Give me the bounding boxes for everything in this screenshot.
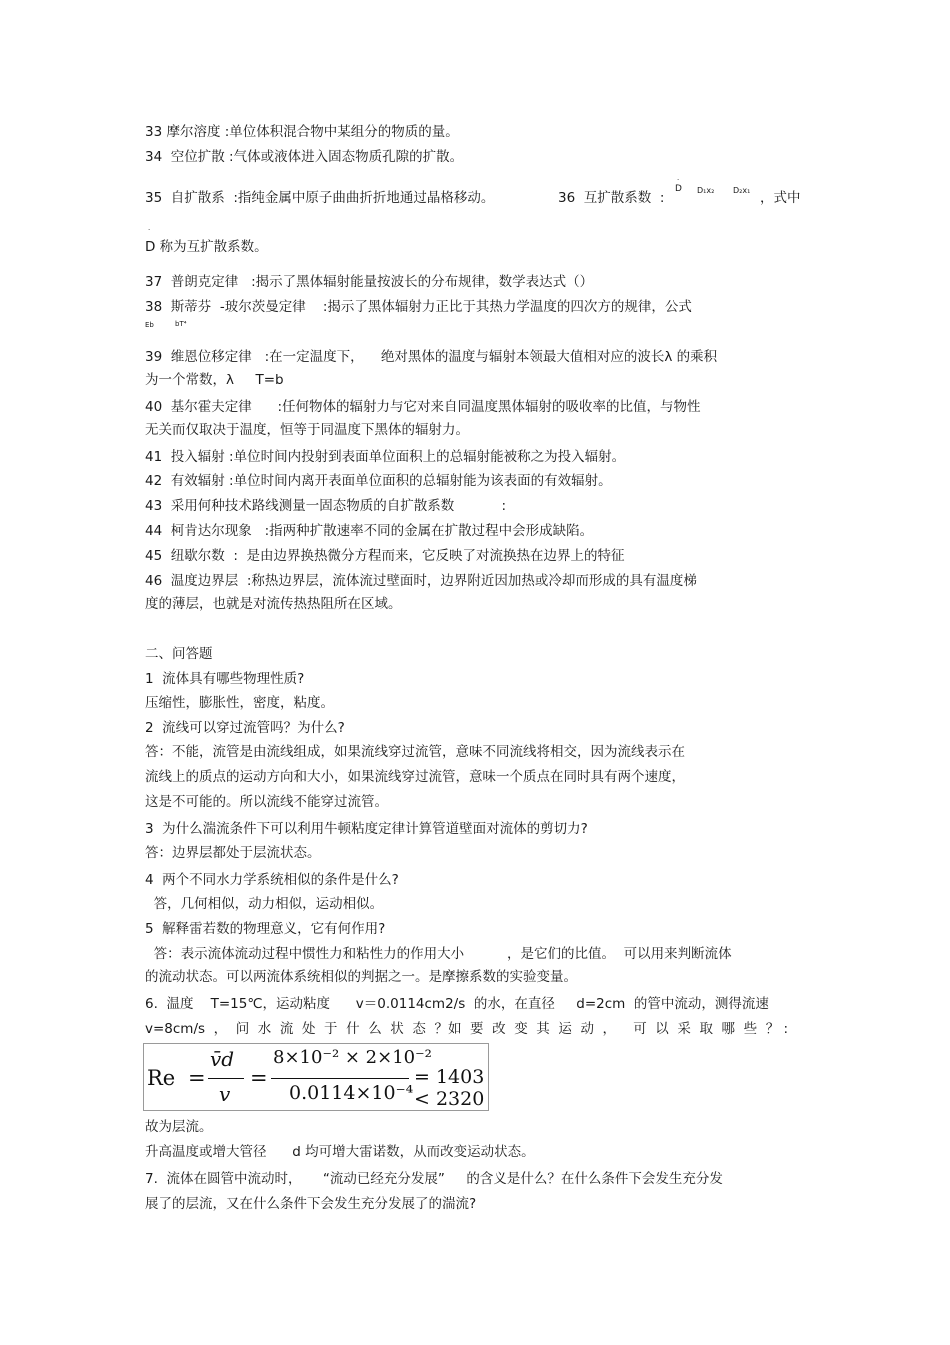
def-39-cont: 为一个常数，λ T=b bbox=[145, 372, 284, 388]
question-7-line2: 展了的层流，又在什么条件下会发生充分发展了的湍流? bbox=[145, 1196, 477, 1212]
eq-frac1-numerator: v̄d bbox=[210, 1047, 235, 1071]
def-41: 41 投入辐射 :单位时间内投射到表面单位面积上的总辐射能被称之为投入辐射。 bbox=[145, 449, 626, 465]
answer-6-line1: 故为层流。 bbox=[145, 1119, 213, 1135]
formula-36-mark2: · bbox=[148, 226, 151, 234]
eq-lhs: Re bbox=[147, 1066, 176, 1090]
def-46-cont: 度的薄层，也就是对流传热热阻所在区域。 bbox=[145, 596, 402, 612]
answer-6-line2: 升高温度或增大管径 d 均可增大雷诺数，从而改变运动状态。 bbox=[145, 1144, 535, 1160]
question-6-line1: 6. 温度 T=15℃，运动粘度 v＝0.0114cm2/s 的水，在直径 d=2cm 的管中流动，测得流速 bbox=[145, 996, 769, 1012]
def-45: 45 纽歇尔数 : 是由边界换热微分方程而来，它反映了对流换热在边界上的特征 bbox=[145, 548, 625, 564]
eq-frac1-bar bbox=[208, 1078, 244, 1079]
eq-equals-1: = bbox=[188, 1066, 206, 1090]
question-6-line2: v=8cm/s ， 问 水 流 处 于 什 么 状 态 ？如 要 改 变 其 运 动 ， 可 以 采 取 哪 些 ？ : bbox=[145, 1021, 789, 1037]
def-46: 46 温度边界层 :称热边界层，流体流过壁面时，边界附近因加热或冷却而形成的具有温度梯 bbox=[145, 573, 697, 589]
eq-frac1-denominator: v bbox=[219, 1082, 231, 1106]
def-39: 39 维恩位移定律 :在一定温度下， 绝对黑体的温度与辐射本领最大值相对应的波长λ 的乘积 bbox=[145, 349, 718, 365]
def-36-tail: ，式中 bbox=[760, 190, 801, 206]
answer-5-line1: 答：表示流体流动过程中惯性力和粘性力的作用大小 ，是它们的比值。 可以用来判断流体 bbox=[145, 946, 732, 962]
question-3: 3 为什么湍流条件下可以利用牛顿粘度定律计算管道壁面对流体的剪切力? bbox=[145, 821, 588, 837]
formula-36-d: D bbox=[675, 184, 682, 194]
def-40-cont: 无关而仅取决于温度，恒等于同温度下黑体的辐射力。 bbox=[145, 422, 469, 438]
eq-equals-2: = bbox=[250, 1066, 268, 1090]
def-40: 40 基尔霍夫定律 :任何物体的辐射力与它对来自同温度黑体辐射的吸收率的比值，与物性 bbox=[145, 399, 701, 415]
def-36-cont: D 称为互扩散系数。 bbox=[145, 239, 268, 255]
def-36: 36 互扩散系数 : bbox=[558, 190, 665, 206]
eq-frac2-denominator: 0.0114×10⁻⁴ bbox=[289, 1082, 414, 1104]
def-34: 34 空位扩散 :气体或液体进入固态物质孔隙的扩散。 bbox=[145, 149, 464, 165]
answer-5-line2: 的流动状态。可以两流体系统相似的判据之一。是摩擦系数的实验变量。 bbox=[145, 969, 577, 985]
eq-frac2-bar bbox=[271, 1078, 409, 1079]
answer-4: 答，几何相似，动力相似，运动相似。 bbox=[145, 896, 384, 912]
formula-36-mark: · bbox=[677, 176, 680, 184]
formula-36-d1x2: D₁x₂ bbox=[697, 186, 715, 195]
eq-frac2-numerator: 8×10⁻² × 2×10⁻² bbox=[273, 1047, 432, 1068]
reynolds-equation bbox=[143, 1043, 489, 1111]
def-43: 43 采用何种技术路线测量一固态物质的自扩散系数 : bbox=[145, 498, 507, 514]
section-heading: 二、问答题 bbox=[145, 646, 213, 662]
question-5: 5 解释雷若数的物理意义，它有何作用? bbox=[145, 921, 386, 937]
formula-36-d2x1: D₂x₁ bbox=[733, 186, 751, 195]
formula-38-eb: Eb bbox=[145, 321, 154, 329]
def-42: 42 有效辐射 :单位时间内离开表面单位面积的总辐射能为该表面的有效辐射。 bbox=[145, 473, 612, 489]
answer-1: 压缩性，膨胀性，密度，粘度。 bbox=[145, 695, 334, 711]
def-35: 35 自扩散系 :指纯金属中原子曲曲折折地通过晶格移动。 bbox=[145, 190, 495, 206]
question-4: 4 两个不同水力学系统相似的条件是什么? bbox=[145, 872, 399, 888]
answer-3: 答：边界层都处于层流状态。 bbox=[145, 845, 321, 861]
def-38: 38 斯蒂芬 -玻尔茨曼定律 :揭示了黑体辐射力正比于其热力学温度的四次方的规律，公式 bbox=[145, 299, 692, 315]
answer-2-line2: 流线上的质点的运动方向和大小，如果流线穿过流管，意味一个质点在同时具有两个速度， bbox=[145, 769, 685, 785]
question-7-line1: 7. 流体在圆管中流动时， “流动已经充分发展” 的含义是什么？在什么条件下会发生充分发 bbox=[145, 1171, 723, 1187]
eq-result: = 1403 < 2320 bbox=[414, 1066, 485, 1110]
def-44: 44 柯肯达尔现象 :指两种扩散速率不同的金属在扩散过程中会形成缺陷。 bbox=[145, 523, 594, 539]
def-37: 37 普朗克定律 :揭示了黑体辐射能量按波长的分布规律，数学表达式（） bbox=[145, 274, 594, 290]
def-33: 33 摩尔溶度 :单位体积混合物中某组分的物质的量。 bbox=[145, 124, 459, 140]
answer-2-line1: 答：不能，流管是由流线组成，如果流线穿过流管，意味不同流线将相交，因为流线表示在 bbox=[145, 744, 685, 760]
answer-2-line3: 这是不可能的。所以流线不能穿过流管。 bbox=[145, 794, 388, 810]
question-2: 2 流线可以穿过流管吗？为什么? bbox=[145, 720, 345, 736]
formula-38-t4: bT⁴ bbox=[175, 320, 187, 328]
question-1: 1 流体具有哪些物理性质? bbox=[145, 671, 305, 687]
